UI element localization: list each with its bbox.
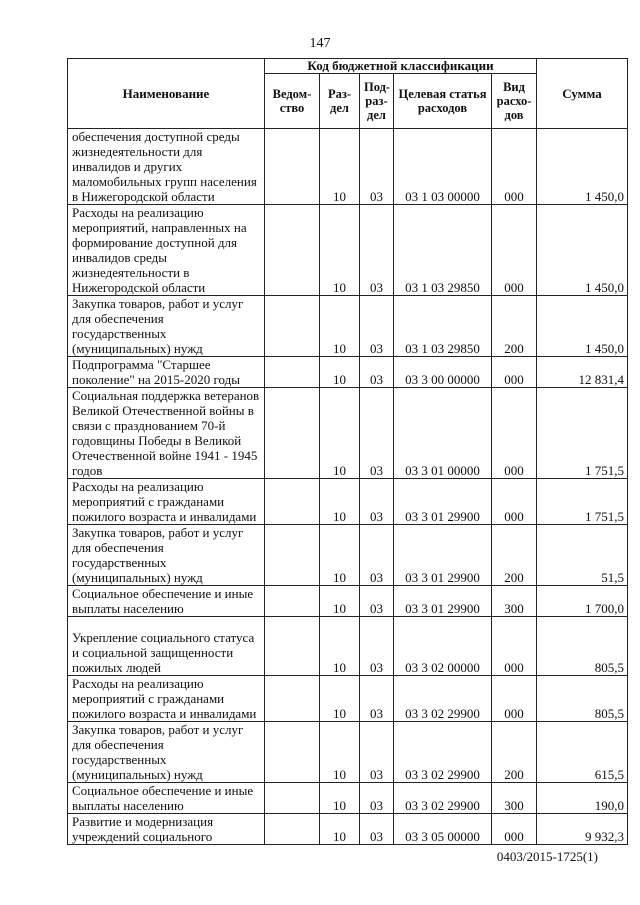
row-name: Развитие и модернизация учреждений социального	[68, 814, 265, 845]
row-vedomstvo	[265, 129, 320, 205]
table-row	[68, 722, 628, 783]
row-vid: 200	[492, 722, 537, 783]
row-vid: 000	[492, 388, 537, 479]
row-podrazdel: 03	[360, 586, 394, 617]
row-sum: 805,5	[537, 676, 628, 722]
row-vid: 300	[492, 783, 537, 814]
row-statya: 03 3 01 29900	[394, 586, 492, 617]
row-statya: 03 3 01 00000	[394, 388, 492, 479]
row-razdel: 10	[320, 479, 360, 525]
row-vid: 000	[492, 205, 537, 296]
row-podrazdel: 03	[360, 357, 394, 388]
row-vedomstvo	[265, 296, 320, 357]
row-statya: 03 3 02 29900	[394, 676, 492, 722]
table-row	[68, 296, 628, 357]
row-name: обеспечения доступной среды жизнедеятельности для инвалидов и других маломобильных групп населения в Нижегородской области	[68, 129, 265, 205]
row-sum: 190,0	[537, 783, 628, 814]
row-razdel: 10	[320, 129, 360, 205]
table-row	[68, 357, 628, 388]
row-name: Расходы на реализацию мероприятий, направленных на формирование доступной для инвалидов среды жизнедеятельности в Нижегородской области	[68, 205, 265, 296]
row-vid: 000	[492, 479, 537, 525]
row-sum: 12 831,4	[537, 357, 628, 388]
row-podrazdel: 03	[360, 388, 394, 479]
budget-table	[67, 58, 628, 845]
row-vedomstvo	[265, 525, 320, 586]
header-vid: Вид расхо-дов	[492, 74, 537, 129]
header-vedomstvo: Ведом-ство	[265, 74, 320, 129]
table-row	[68, 479, 628, 525]
table-row	[68, 783, 628, 814]
row-vedomstvo	[265, 783, 320, 814]
row-vedomstvo	[265, 388, 320, 479]
row-statya: 03 3 02 29900	[394, 783, 492, 814]
row-name: Расходы на реализацию мероприятий с гражданами пожилого возраста и инвалидами	[68, 676, 265, 722]
row-vid: 000	[492, 617, 537, 676]
row-name: Укрепление социального статуса и социальной защищенности пожилых людей	[68, 617, 265, 676]
row-sum: 9 932,3	[537, 814, 628, 845]
row-name: Социальная поддержка ветеранов Великой Отечественной войны в связи с празднованием 70-й годовщины Победы в Великой Отечественной войне 1941 - 1945 годов	[68, 388, 265, 479]
row-razdel: 10	[320, 525, 360, 586]
table-row	[68, 617, 628, 676]
row-podrazdel: 03	[360, 676, 394, 722]
row-vid: 200	[492, 296, 537, 357]
header-name: Наименование	[68, 59, 265, 129]
row-vid: 000	[492, 814, 537, 845]
row-statya: 03 1 03 29850	[394, 296, 492, 357]
row-statya: 03 3 02 29900	[394, 722, 492, 783]
row-sum: 805,5	[537, 617, 628, 676]
row-razdel: 10	[320, 205, 360, 296]
row-name: Подпрограмма "Старшее поколение" на 2015-2020 годы	[68, 357, 265, 388]
row-podrazdel: 03	[360, 205, 394, 296]
row-podrazdel: 03	[360, 525, 394, 586]
row-sum: 615,5	[537, 722, 628, 783]
row-vedomstvo	[265, 357, 320, 388]
row-statya: 03 1 03 29850	[394, 205, 492, 296]
table-row	[68, 586, 628, 617]
row-vedomstvo	[265, 676, 320, 722]
table-row	[68, 129, 628, 205]
row-sum: 1 450,0	[537, 296, 628, 357]
row-podrazdel: 03	[360, 129, 394, 205]
row-sum: 1 751,5	[537, 479, 628, 525]
row-statya: 03 3 01 29900	[394, 479, 492, 525]
row-sum: 1 450,0	[537, 205, 628, 296]
row-statya: 03 1 03 00000	[394, 129, 492, 205]
row-statya: 03 3 05 00000	[394, 814, 492, 845]
row-statya: 03 3 02 00000	[394, 617, 492, 676]
document-code: 0403/2015-1725(1)	[496, 849, 598, 864]
row-razdel: 10	[320, 617, 360, 676]
row-razdel: 10	[320, 296, 360, 357]
row-podrazdel: 03	[360, 722, 394, 783]
header-podrazdel: Под-раз-дел	[360, 74, 394, 129]
table-row	[68, 388, 628, 479]
row-razdel: 10	[320, 814, 360, 845]
page-number: 147	[309, 36, 331, 51]
table-row	[68, 814, 628, 845]
table-row	[68, 205, 628, 296]
row-statya: 03 3 01 29900	[394, 525, 492, 586]
row-vedomstvo	[265, 205, 320, 296]
row-razdel: 10	[320, 388, 360, 479]
row-podrazdel: 03	[360, 479, 394, 525]
row-razdel: 10	[320, 783, 360, 814]
row-razdel: 10	[320, 586, 360, 617]
table-row	[68, 676, 628, 722]
header-statya: Целевая статья расходов	[394, 74, 492, 129]
row-name: Расходы на реализацию мероприятий с гражданами пожилого возраста и инвалидами	[68, 479, 265, 525]
row-vid: 000	[492, 129, 537, 205]
row-podrazdel: 03	[360, 783, 394, 814]
row-sum: 1 751,5	[537, 388, 628, 479]
row-name: Закупка товаров, работ и услуг для обеспечения государственных (муниципальных) нужд	[68, 722, 265, 783]
row-sum: 51,5	[537, 525, 628, 586]
row-name: Закупка товаров, работ и услуг для обеспечения государственных (муниципальных) нужд	[68, 296, 265, 357]
row-razdel: 10	[320, 722, 360, 783]
row-vid: 300	[492, 586, 537, 617]
row-podrazdel: 03	[360, 617, 394, 676]
header-razdel: Раз-дел	[320, 74, 360, 129]
row-razdel: 10	[320, 676, 360, 722]
row-name: Социальное обеспечение и иные выплаты населению	[68, 586, 265, 617]
row-vedomstvo	[265, 617, 320, 676]
row-podrazdel: 03	[360, 296, 394, 357]
row-vedomstvo	[265, 722, 320, 783]
row-vid: 000	[492, 676, 537, 722]
row-statya: 03 3 00 00000	[394, 357, 492, 388]
table-row	[68, 525, 628, 586]
row-vedomstvo	[265, 586, 320, 617]
row-sum: 1 700,0	[537, 586, 628, 617]
row-sum: 1 450,0	[537, 129, 628, 205]
row-vedomstvo	[265, 814, 320, 845]
header-classification-code: Код бюджетной классификации	[265, 59, 537, 74]
row-vid: 200	[492, 525, 537, 586]
row-podrazdel: 03	[360, 814, 394, 845]
row-razdel: 10	[320, 357, 360, 388]
row-name: Закупка товаров, работ и услуг для обеспечения государственных (муниципальных) нужд	[68, 525, 265, 586]
row-vedomstvo	[265, 479, 320, 525]
row-name: Социальное обеспечение и иные выплаты населению	[68, 783, 265, 814]
header-sum: Сумма	[537, 59, 628, 129]
row-vid: 000	[492, 357, 537, 388]
